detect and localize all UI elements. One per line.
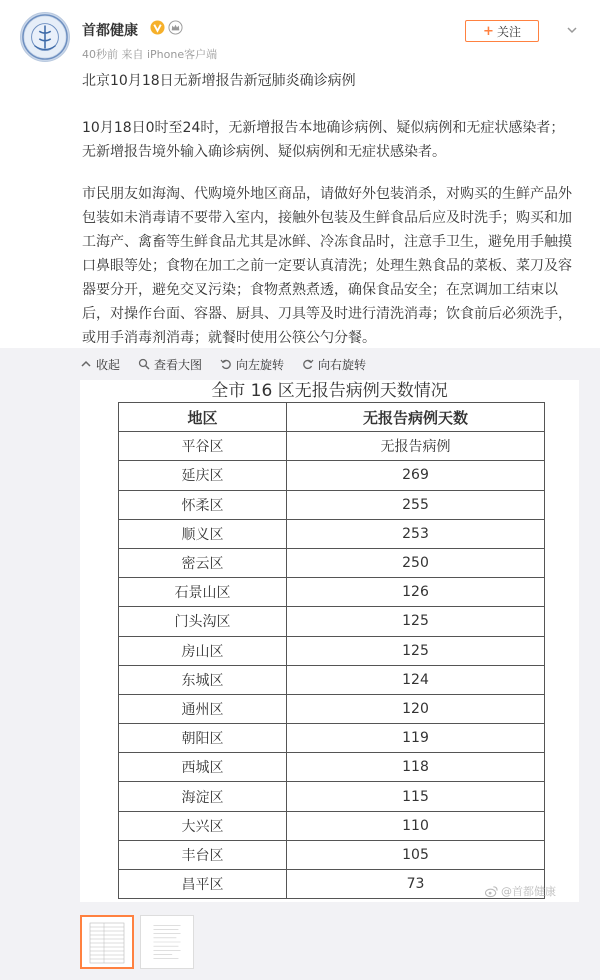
district-cell: 通州区	[119, 694, 287, 723]
follow-button[interactable]	[465, 20, 539, 42]
post-image[interactable]	[80, 380, 579, 902]
days-cell: 119	[287, 724, 545, 753]
days-cell: 250	[287, 548, 545, 577]
follow-label: 关注	[496, 24, 521, 39]
health-emblem-icon	[21, 13, 69, 61]
rotate-right-button[interactable]	[302, 354, 366, 374]
plus-icon: +	[483, 23, 494, 39]
district-cell: 海淀区	[119, 782, 287, 811]
days-cell: 269	[287, 461, 545, 490]
watermark	[485, 883, 556, 899]
image-toolbar	[80, 354, 366, 374]
table-row	[119, 432, 545, 461]
district-cell: 石景山区	[119, 578, 287, 607]
header-district: 地区	[119, 403, 287, 432]
table-row	[119, 782, 545, 811]
days-cell: 110	[287, 811, 545, 840]
days-cell: 无报告病例	[287, 432, 545, 461]
rotate-left-icon	[220, 358, 232, 370]
thumbnail-2[interactable]	[140, 915, 194, 969]
days-cell: 124	[287, 665, 545, 694]
district-cell: 平谷区	[119, 432, 287, 461]
username[interactable]: 首都健康	[82, 23, 138, 39]
district-cell: 朝阳区	[119, 724, 287, 753]
district-cell: 房山区	[119, 636, 287, 665]
view-large-button[interactable]	[138, 354, 202, 374]
header-days: 无报告病例天数	[287, 403, 545, 432]
days-cell: 73	[287, 870, 545, 899]
days-cell: 105	[287, 840, 545, 869]
district-cell: 西城区	[119, 753, 287, 782]
days-cell: 253	[287, 519, 545, 548]
table-row	[119, 636, 545, 665]
table-thumbnail-icon	[82, 917, 132, 967]
weibo-logo-icon	[485, 885, 498, 898]
rotate-left-button[interactable]	[220, 354, 284, 374]
table-row	[119, 870, 545, 899]
avatar[interactable]	[20, 12, 70, 62]
member-crown-icon	[168, 20, 183, 35]
rotate-right-label: 向右旋转	[318, 357, 367, 372]
view-large-label: 查看大图	[154, 357, 203, 372]
days-cell: 126	[287, 578, 545, 607]
post-paragraph-2: 市民朋友如海淘、代购境外地区商品，请做好外包装消杀，对购买的生鲜产品外包装如未消毒请不要带入室内，接触外包装及生鲜食品后应及时洗手；购买和加工海产、禽畜等生鲜食品尤其是冰鲜、冷冻食品时，注意手卫生，避免用手触摸口鼻眼等处；食物在加工之前一定要认真清洗；处理生熟食品的菜板、菜刀及容器要分开，避免交叉污染；食物煮熟煮透，确保食品安全；在烹调加工结束以后，对操作台面、容器、厨具、刀具等及时进行清洗消毒；饮食前后必须洗手，或用手消毒剂消毒；就餐时使用公筷公勺分餐。	[82, 186, 572, 346]
rotate-right-icon	[302, 358, 314, 370]
district-cell: 大兴区	[119, 811, 287, 840]
table-row	[119, 490, 545, 519]
district-cell: 丰台区	[119, 840, 287, 869]
thumbnail-strip	[80, 915, 194, 969]
media-area	[0, 348, 600, 980]
post-title: 北京10月18日无新增报告新冠肺炎确诊病例	[82, 73, 356, 89]
table-row	[119, 578, 545, 607]
days-cell: 125	[287, 607, 545, 636]
district-cell: 延庆区	[119, 461, 287, 490]
post-meta: 40秒前 来自 iPhone客户端	[82, 48, 218, 61]
table-row	[119, 548, 545, 577]
district-table	[118, 402, 545, 899]
table-row	[119, 607, 545, 636]
table-header-row	[119, 403, 545, 432]
collapse-icon	[80, 358, 92, 370]
watermark-text: @首都健康	[501, 885, 556, 898]
rotate-left-label: 向左旋转	[236, 357, 285, 372]
collapse-button[interactable]	[80, 354, 120, 374]
table-row	[119, 753, 545, 782]
image-title: 全市 16 区无报告病例天数情况	[211, 381, 448, 401]
table-row	[119, 724, 545, 753]
thumbnail-1[interactable]	[80, 915, 134, 969]
table-row	[119, 461, 545, 490]
verified-v-icon	[150, 20, 165, 35]
days-cell: 125	[287, 636, 545, 665]
days-cell: 120	[287, 694, 545, 723]
days-cell: 255	[287, 490, 545, 519]
magnifier-icon	[138, 358, 150, 370]
post-header	[0, 0, 600, 70]
post-paragraph-1: 10月18日0时至24时，无新增报告本地确诊病例、疑似病例和无症状感染者；无新增报告境外输入确诊病例、疑似病例和无症状感染者。	[82, 120, 565, 160]
document-thumbnail-icon	[141, 916, 193, 968]
chevron-down-icon[interactable]	[565, 23, 579, 37]
table-row	[119, 840, 545, 869]
days-cell: 115	[287, 782, 545, 811]
district-cell: 怀柔区	[119, 490, 287, 519]
table-row	[119, 665, 545, 694]
district-cell: 东城区	[119, 665, 287, 694]
district-cell: 门头沟区	[119, 607, 287, 636]
collapse-label: 收起	[96, 357, 121, 372]
table-row	[119, 811, 545, 840]
table-row	[119, 519, 545, 548]
district-cell: 昌平区	[119, 870, 287, 899]
district-cell: 密云区	[119, 548, 287, 577]
district-cell: 顺义区	[119, 519, 287, 548]
table-row	[119, 694, 545, 723]
days-cell: 118	[287, 753, 545, 782]
